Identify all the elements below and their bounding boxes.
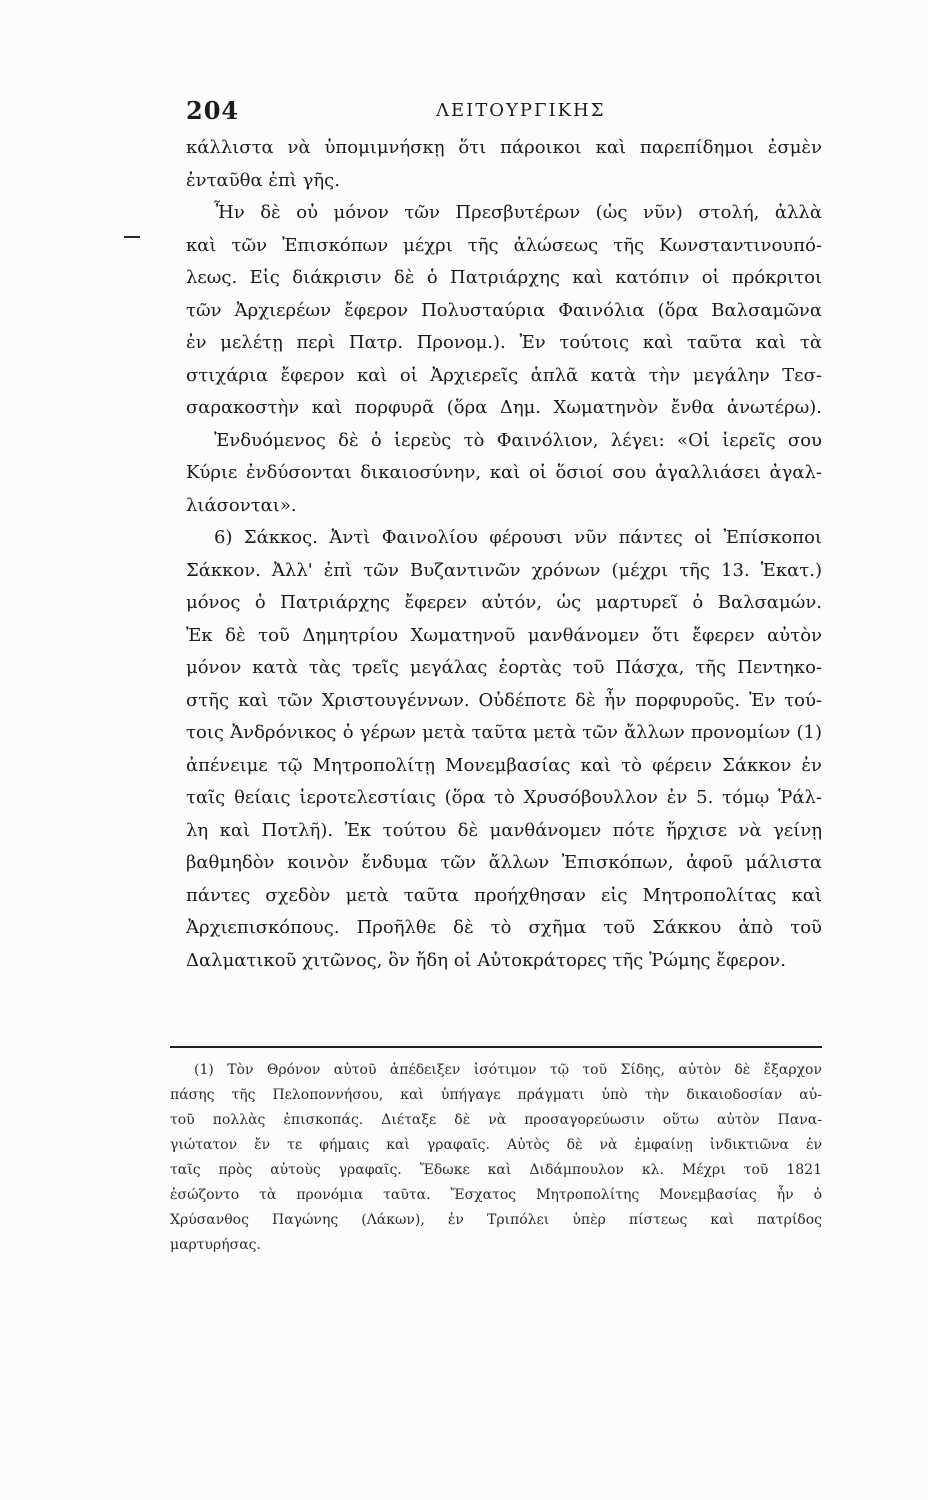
- text-line: καὶ τῶν Ἐπισκόπων μέχρι τῆς ἁλώσεως τῆς Κωνσταντινουπό-: [186, 234, 822, 256]
- text-line: στῆς καὶ τῶν Χριστουγέννων. Οὐδέποτε δὲ ἦν πορφυροῦς. Ἐν τού-: [186, 689, 822, 711]
- text-line: ἐνταῦθα ἐπὶ γῆς.: [186, 169, 340, 191]
- text-line: Ἀρχιεπισκόπους. Προῆλθε δὲ τὸ σχῆμα τοῦ Σάκκου ἀπὸ τοῦ: [186, 917, 822, 938]
- margin-mark: [124, 236, 140, 238]
- text-line: τοις Ἀνδρόνικος ὁ γέρων μετὰ ταῦτα μετὰ τῶν ἄλλων προνομίων (1): [186, 722, 822, 743]
- running-head: ΛΕΙΤΟΥΡΓΙΚΗΣ: [436, 100, 606, 121]
- page-number: 204: [186, 96, 240, 125]
- text-line: λη καὶ Ποτλῆ). Ἐκ τούτου δὲ μανθάνομεν πότε ἤρχισε νὰ γείνῃ: [186, 819, 822, 841]
- text-line: σαρακοστὴν καὶ πορφυρᾶ (ὅρα Δημ. Χωματηνὸν ἔνθα ἀνωτέρω).: [186, 397, 822, 418]
- text-line: Δαλματικοῦ χιτῶνος, ὃν ἤδη οἱ Αὐτοκράτορες τῆς Ῥώμης ἔφερον.: [186, 949, 786, 971]
- footnote-line: ταῖς πρὸς αὐτοὺς γραφαῖς. Ἔδωκε καὶ Διδάμπουλον κλ. Μέχρι τοῦ 1821: [170, 1162, 822, 1178]
- text-line: λεως. Εἰς διάκρισιν δὲ ὁ Πατριάρχης καὶ κατόπιν οἱ πρόκριτοι: [186, 267, 822, 288]
- text-line: 6) Σάκκος. Ἀντὶ Φαινολίου φέρουσι νῦν πάντες οἱ Ἐπίσκοποι: [214, 527, 822, 548]
- footnote-line: ἐσώζοντο τὰ προνόμια ταῦτα. Ἔσχατος Μητροπολίτης Μονεμβασίας ἦν ὁ: [170, 1187, 822, 1203]
- text-line: ἀπένειμε τῷ Μητροπολίτῃ Μονεμβασίας καὶ τὸ φέρειν Σάκκον ἐν: [186, 754, 822, 776]
- footnote-line: πάσης τῆς Πελοποννήσου, καὶ ὑπήγαγε πράγματι ὑπὸ τὴν δικαιοδοσίαν αὐ-: [170, 1087, 822, 1103]
- text-line: ταῖς θείαις ἱεροτελεστίαις (ὅρα τὸ Χρυσόβουλλον ἐν 5. τόμῳ Ῥάλ-: [186, 787, 822, 808]
- text-line: κάλλιστα νὰ ὑπομιμνήσκῃ ὅτι πάροικοι καὶ παρεπίδημοι ἐσμὲν: [186, 137, 822, 158]
- footnote-line: μαρτυρήσας.: [170, 1237, 261, 1253]
- footnote-line: Χρύσανθος Παγώνης (Λάκων), ἐν Τριπόλει ὑπὲρ πίστεως καὶ πατρίδος: [170, 1212, 822, 1228]
- footnote-line: τοῦ πολλὰς ἐπισκοπάς. Διέταξε δὲ νὰ προσαγορεύωσιν οὕτω αὐτὸν Πανα-: [170, 1112, 822, 1128]
- text-line: Ἦν δὲ οὐ μόνον τῶν Πρεσβυτέρων (ὡς νῦν) στολή, ἀλλὰ: [214, 202, 822, 223]
- footnote: [170, 1058, 822, 1258]
- footnote-line: (1) Τὸν Θρόνον αὐτοῦ ἀπέδειξεν ἰσότιμον τῷ τοῦ Σίδης, αὐτὸν δὲ ἔξαρχον: [194, 1062, 822, 1078]
- text-line: πάντες σχεδὸν μετὰ ταῦτα προήχθησαν εἰς Μητροπολίτας καὶ: [186, 884, 822, 906]
- text-line: τῶν Ἀρχιερέων ἔφερον Πολυσταύρια Φαινόλια (ὅρα Βαλσαμῶνα: [186, 299, 822, 321]
- text-line: μόνος ὁ Πατριάρχης ἔφερεν αὐτόν, ὡς μαρτυρεῖ ὁ Βαλσαμών.: [186, 592, 822, 613]
- text-line: λιάσονται».: [186, 494, 297, 516]
- text-line: ἐν μελέτῃ περὶ Πατρ. Προνομ.). Ἐν τούτοις καὶ ταῦτα καὶ τὰ: [186, 332, 822, 353]
- footnote-line: γιώτατον ἔν τε φήμαις καὶ γραφαῖς. Αὐτὸς δὲ νὰ ἐμφαίνῃ ἰνδικτιῶνα ἐν: [170, 1137, 822, 1153]
- text-line: Ἐνδυόμενος δὲ ὁ ἱερεὺς τὸ Φαινόλιον, λέγει: «Οἱ ἱερεῖς σου: [214, 429, 822, 451]
- text-line: Σάκκον. Ἀλλ' ἐπὶ τῶν Βυζαντινῶν χρόνων (μέχρι τῆς 13. Ἑκατ.): [186, 559, 822, 581]
- text-line: μόνον κατὰ τὰς τρεῖς μεγάλας ἑορτὰς τοῦ Πάσχα, τῆς Πεντηκο-: [186, 657, 822, 678]
- text-line: Ἐκ δὲ τοῦ Δημητρίου Χωματηνοῦ μανθάνομεν ὅτι ἔφερεν αὐτὸν: [186, 624, 822, 646]
- footnote-rule: [170, 1046, 822, 1048]
- text-line: βαθμηδὸν κοινὸν ἔνδυμα τῶν ἄλλων Ἐπισκόπων, ἀφοῦ μάλιστα: [186, 852, 822, 873]
- body-text: [186, 132, 822, 977]
- text-line: Κύριε ἐνδύσονται δικαιοσύνην, καὶ οἱ ὅσιοί σου ἀγαλλιάσει ἀγαλ-: [186, 462, 822, 483]
- page-header: [186, 96, 822, 128]
- text-line: στιχάρια ἔφερον καὶ οἱ Ἀρχιερεῖς ἁπλᾶ κατὰ τὴν μεγάλην Τεσ-: [186, 364, 822, 386]
